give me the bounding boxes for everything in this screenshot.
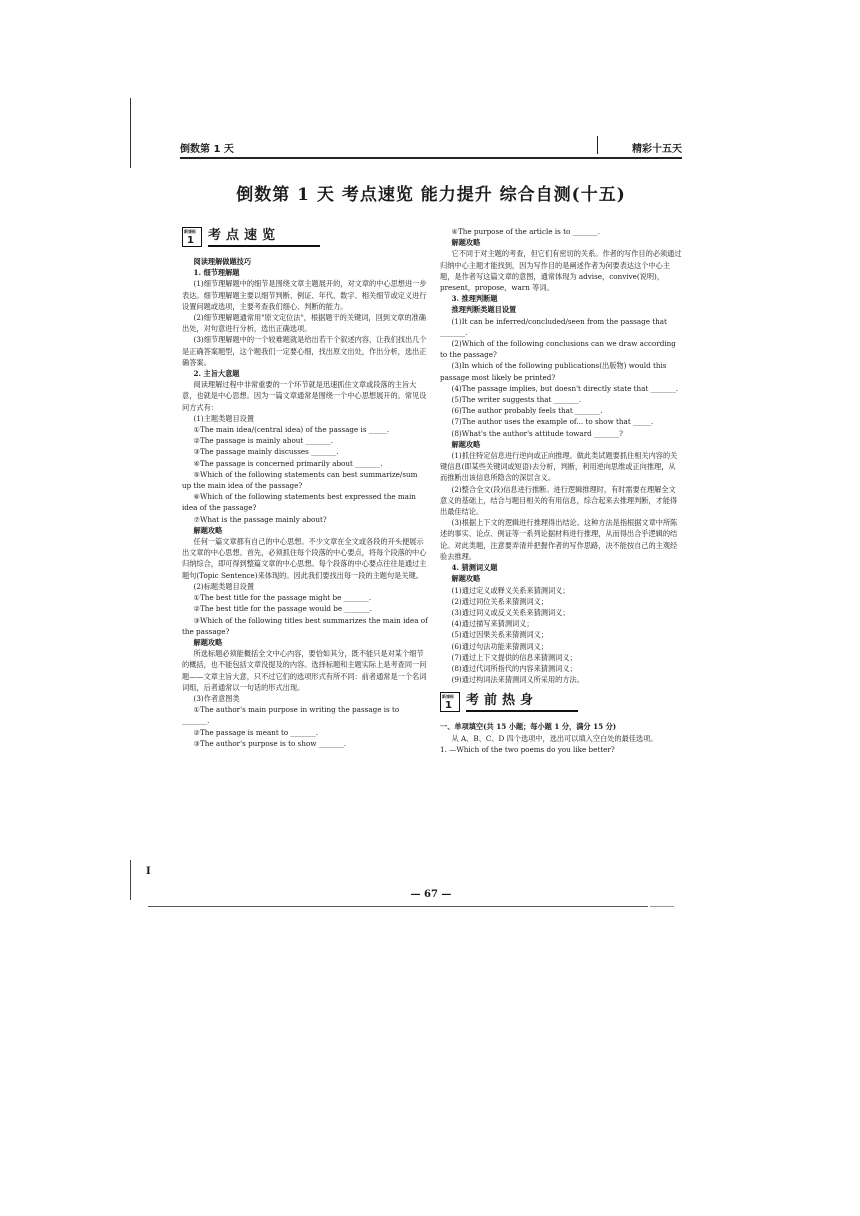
header-left: 倒数第 1 天	[180, 144, 234, 155]
text-line: 解题攻略	[451, 238, 481, 248]
text-line: (4)通过描写来猜测词义；	[451, 619, 534, 629]
section-heading	[440, 691, 682, 713]
footer-rule	[148, 906, 648, 907]
text-line: (5)通过因果关系来猜测词义；	[451, 630, 548, 640]
right-column	[440, 226, 682, 755]
header-rule	[180, 157, 682, 159]
scan-edge-line	[130, 860, 131, 900]
section-heading	[182, 226, 428, 248]
text-line: 3. 推理判断题	[451, 294, 498, 304]
page-number: — 67 —	[410, 889, 452, 900]
text-line: (6)The author probably feels that _______.	[451, 406, 603, 416]
text-line: 一、单项填空(共 15 小题；每小题 1 分，满分 15 分)	[440, 722, 617, 732]
section-badge-tag: 新课标	[442, 694, 454, 700]
margin-mark: I	[146, 866, 151, 877]
text-line: (1)细节理解题中的细节是围绕文章主题展开的，对文章的中心思想进一步表达。细节理解题主要以细节判断、例证、年代、数字、相关细节或定义进行设置问题或选项，主要考查我们细心、判断的能力。	[182, 279, 427, 311]
text-line: (2)整合全文(段)信息进行推断。进行逻辑推理时，有时需要在理解全文意义的基础上，结合与题目相关的有用信息，综合起来去推理判断，才能得出最佳结论。	[440, 484, 678, 517]
section-badge-number: 1	[187, 235, 194, 246]
text-line: (8)通过代词所指代的内容来猜测词义；	[451, 663, 577, 673]
left-column	[182, 226, 428, 749]
text-line: (3)细节理解题中的一个较难题就是给出若干个叙述内容，让我们找出几个是正确答案题型，这个题我们一定要心细，找出原文出处，作出分析，选出正确答案。	[182, 335, 427, 367]
header-right: 精彩十五天	[632, 144, 682, 155]
footer-rule	[650, 906, 674, 907]
text-line: ⑤Which of the following statements can best summarize/sum up the main idea of the passage?	[182, 469, 418, 491]
text-line: (8)What's the author's attitude toward _______?	[451, 428, 624, 438]
text-line: (6)通过句法功能来猜测词义；	[451, 641, 548, 651]
text-line: (2)细节理解题通常用"原文定位法"，根据题干的关键词，回到文章的准确出处，对句意进行分析，选出正确选项。	[182, 313, 426, 334]
text-line: (1)抓住特定信息进行逆向或正向推理。做此类试题要抓住相关内容的关键信息(即某些关键词或短语)去分析，判断，利用逆向思维或正向推理，从而推断出该信息所隐含的深层含义。	[440, 451, 678, 483]
text-line: ②The passage is meant to _______.	[193, 727, 318, 737]
text-line: (7)通过上下文提供的信息来猜测词义；	[451, 652, 577, 662]
exercise-intro	[440, 721, 682, 755]
text-line: ③The author's purpose is to show _______.	[193, 738, 347, 748]
right-body	[440, 226, 682, 685]
text-line: (9)通过构词法来猜测词义所采用的方法。	[451, 675, 584, 685]
header-separator	[597, 136, 598, 154]
section-badge-icon	[440, 692, 460, 712]
text-line: 4. 猜测词义题	[451, 563, 498, 573]
scan-edge-line	[130, 98, 131, 168]
text-line: 它不同于对主题的考查，但它们有密切的关系。作者的写作目的必须通过归纳中心主题才能找到，因为写作目的是阐述作者为何要表达这个中心主题，是作者写这篇文章的意图，通常体现为 advise，convive(说明)，present，propose，warn 等词。	[440, 249, 682, 293]
text-line: ①The author's main purpose in writing the passage is to _______.	[182, 705, 400, 726]
text-line: 解题攻略	[451, 574, 481, 584]
text-line: 从 A、B、C、D 四个选项中，选出可以填入空白处的最佳选项。	[451, 733, 658, 743]
text-line: (3)根据上下文的逻辑进行推理得出结论。这种方法是指根据文章中所陈述的事实、论点、例证等一系列论据材料进行推理，从而得出合乎逻辑的结论。对此类题，注意要弄清并把握作者的写作思路，决不能按自己的主观经验去推理。	[440, 518, 678, 561]
text-line: ①The main idea/(central idea) of the passage is _____.	[193, 425, 390, 435]
text-line: (3)In which of the following publications(出版物) would this passage most likely be printed?	[440, 361, 667, 382]
section-title: 考前热身	[466, 692, 578, 712]
text-line: 解题攻略	[193, 525, 223, 535]
section-badge-tag: 新课标	[184, 229, 196, 234]
text-line: 1. 细节理解题	[193, 268, 240, 278]
page-title: 倒数第 1 天 考点速览 能力提升 综合自测(十五)	[236, 185, 626, 205]
text-line: (2)通过同位关系来猜测词义；	[451, 596, 548, 606]
text-line: 阅读理解过程中非常重要的一个环节就是迅速抓住文章或段落的主旨大意，也就是中心思想。因为一篇文章通常是围绕一个中心思想展开的。常见设问方式有：	[182, 380, 427, 412]
text-line: ③The passage mainly discusses _______.	[193, 447, 339, 457]
text-line: (3)作者意图类	[193, 693, 240, 703]
text-line: (2)Which of the following conclusions can we draw according to the passage?	[440, 339, 676, 360]
text-line: ④The purpose of the article is to _______.	[451, 227, 601, 236]
text-line: ⑥Which of the following statements best expressed the main idea of the passage?	[182, 492, 416, 513]
text-line: 所选标题必须能概括全文中心内容，要恰如其分，既不能只是对某个细节的概括，也不能包括文章没提及的内容。选择标题和主题实际上是考查同一问题——文章主旨大意，只不过它们的选项形式有所不同：前者通常是一个名词词组，后者通常以一句话的形式出现。	[182, 649, 427, 692]
text-line: (1)主题类题目设置	[193, 413, 255, 423]
text-line: ②The passage is mainly about _______.	[193, 436, 334, 446]
text-line: ⑦What is the passage mainly about?	[193, 514, 327, 524]
text-line: 推理判断类题目设置	[451, 305, 517, 315]
text-line: (1)通过定义或释义关系来猜测词义；	[451, 585, 570, 595]
text-line: (1)It can be inferred/concluded/seen from the passage that _______.	[440, 316, 667, 337]
section-badge-number: 1	[445, 700, 452, 712]
text-line: 1. —Which of the two poems do you like better?	[440, 744, 615, 754]
section-title: 考点速览	[208, 227, 320, 247]
text-line: (4)The passage implies, but doesn't directly state that _______.	[451, 383, 679, 393]
text-line: (3)通过同义或反义关系来猜测词义；	[451, 607, 570, 617]
text-line: 2. 主旨大意题	[193, 369, 240, 379]
text-line: ②The best title for the passage would be _______.	[193, 604, 372, 614]
text-line: 阅读理解做题技巧	[193, 257, 252, 266]
text-line: ④The passage is concerned primarily about _______.	[193, 458, 383, 468]
text-line: ①The best title for the passage might be _______.	[193, 593, 372, 603]
page-header	[180, 138, 682, 158]
text-line: 解题攻略	[451, 439, 481, 449]
section-badge-icon	[182, 227, 202, 247]
text-line: 解题攻略	[193, 637, 223, 647]
text-line: ③Which of the following titles best summarizes the main idea of the passage?	[182, 615, 428, 636]
left-body	[182, 256, 428, 749]
text-line: (7)The author uses the example of... to show that _____.	[451, 417, 654, 427]
text-line: (5)The writer suggests that _______.	[451, 395, 582, 405]
text-line: (2)标题类题目设置	[193, 581, 255, 591]
text-line: 任何一篇文章都有自己的中心思想。不少文章在全文或各段的开头便展示出文章的中心思想。首先，必须抓住每个段落的中心要点，将每个段落的中心归纳综合，即可得到整篇文章的中心思想。每个段落的中心要点往往是通过主题句(Topic Sentence)来体现的。因此我们要找出每一段的主题句是关键。	[182, 537, 427, 580]
